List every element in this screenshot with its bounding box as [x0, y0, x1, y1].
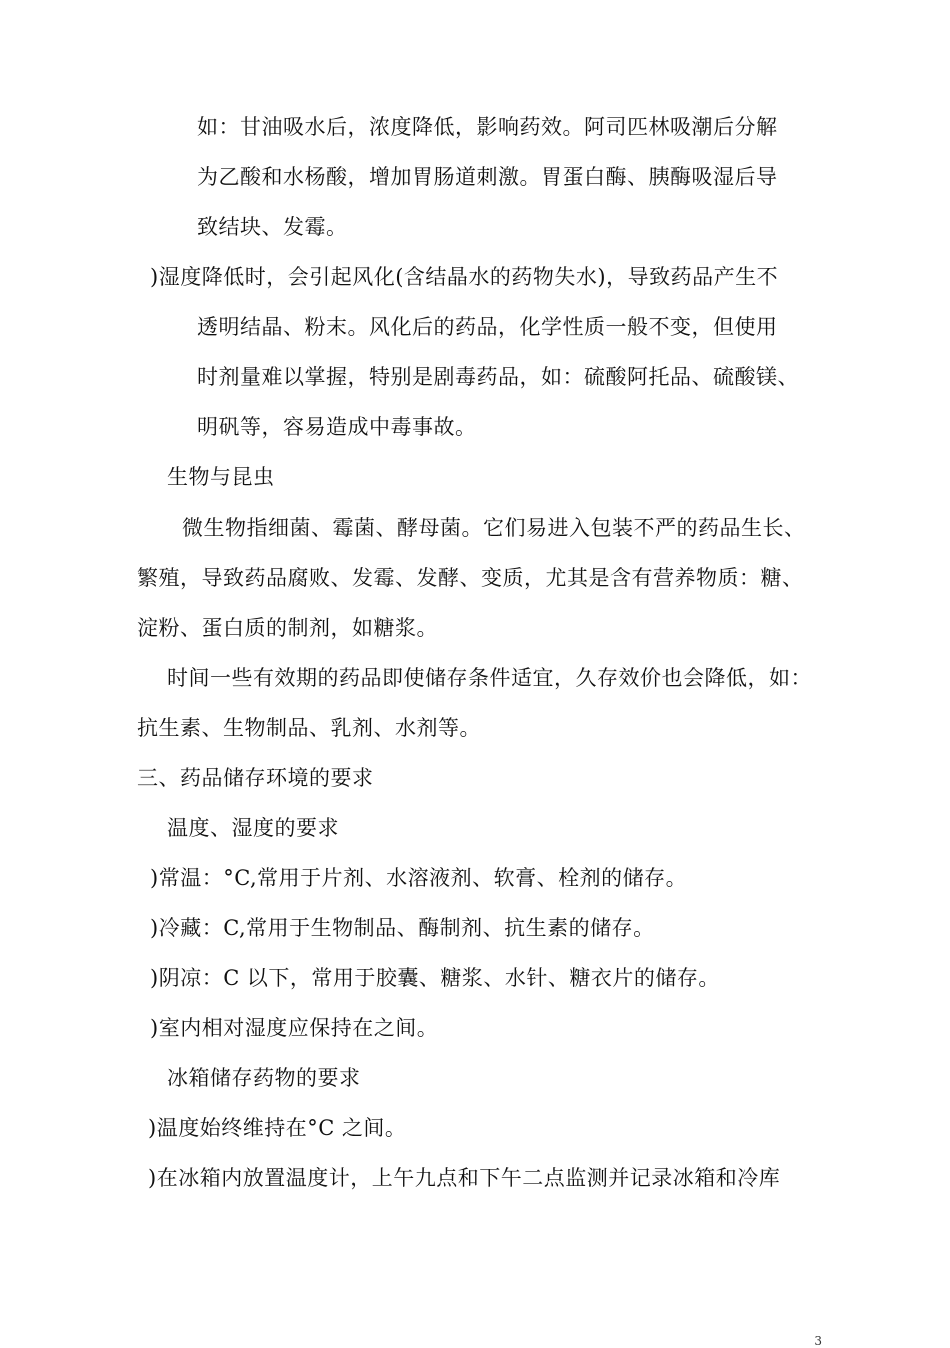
- text-line: )湿度降低时，会引起风化(含结晶水的药物失水)，导致药品产生不: [150, 265, 779, 289]
- list-item: )常温：°C,常用于片剂、水溶液剂、软膏、栓剂的储存。: [150, 866, 688, 890]
- list-item: )冷藏：C,常用于生物制品、酶制剂、抗生素的储存。: [150, 916, 655, 940]
- page-number: 3: [814, 1334, 822, 1348]
- text-line: 致结块、发霉。: [197, 215, 348, 239]
- subsection-heading: 冰箱储存药物的要求: [167, 1066, 361, 1090]
- section-heading: 生物与昆虫: [167, 465, 275, 489]
- text-line: 如：甘油吸水后，浓度降低，影响药效。阿司匹林吸潮后分解: [197, 115, 778, 139]
- text-line: 微生物指细菌、霉菌、酵母菌。它们易进入包装不严的药品生长、: [182, 516, 806, 540]
- text-line: 抗生素、生物制品、乳剂、水剂等。: [137, 716, 481, 740]
- text-line: 明矾等，容易造成中毒事故。: [197, 415, 477, 439]
- subsection-heading: 温度、湿度的要求: [167, 816, 339, 840]
- list-item: )温度始终维持在°C 之间。: [148, 1116, 407, 1140]
- text-line: 繁殖，导致药品腐败、发霉、发酵、变质，尤其是含有营养物质：糖、: [137, 566, 804, 590]
- text-line: 为乙酸和水杨酸，增加胃肠道刺激。胃蛋白酶、胰酶吸湿后导: [197, 165, 778, 189]
- list-item: )在冰箱内放置温度计，上午九点和下午二点监测并记录冰箱和冷库: [148, 1166, 781, 1190]
- text-line: 淀粉、蛋白质的制剂，如糖浆。: [137, 616, 438, 640]
- list-item: )阴凉：C 以下，常用于胶囊、糖浆、水针、糖衣片的储存。: [150, 966, 720, 990]
- section-heading: 三、药品储存环境的要求: [137, 766, 374, 790]
- text-line: 时间一些有效期的药品即使储存条件适宜，久存效价也会降低，如：: [167, 666, 812, 690]
- text-line: 透明结晶、粉末。风化后的药品，化学性质一般不变，但使用: [197, 315, 778, 339]
- list-item: )室内相对湿度应保持在之间。: [150, 1016, 439, 1040]
- text-line: 时剂量难以掌握，特别是剧毒药品，如：硫酸阿托品、硫酸镁、: [197, 365, 799, 389]
